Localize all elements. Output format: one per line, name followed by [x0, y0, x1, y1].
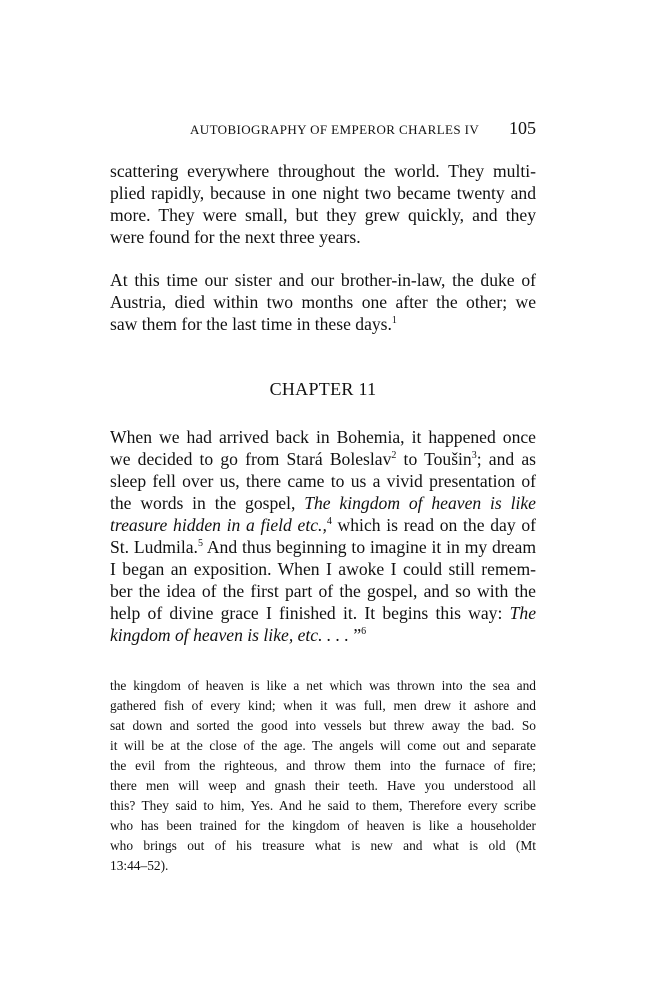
footnote-line: who brings out of his treasure what is new and what is old (Mt — [110, 838, 536, 853]
footnote-line: 13:44–52). — [110, 858, 169, 873]
body-line: Austria, died within two months one after the other; we — [110, 292, 536, 312]
chapter-heading: CHAPTER 11 — [269, 379, 377, 399]
body-line: the words in the gospel, The kingdom of heaven is like — [110, 493, 536, 513]
footnote-marker: 5 — [197, 538, 203, 549]
gospel-quote: The — [509, 603, 536, 623]
footnote-marker: 1 — [391, 315, 397, 326]
footnote-marker: 4 — [326, 516, 332, 527]
body-line: St. Ludmila.$^5$ And thus beginning to imagine it in my dream — [110, 537, 536, 557]
gospel-quote: The kingdom of heaven is like — [304, 493, 536, 513]
body-line: were found for the next three years. — [110, 227, 361, 247]
footnote-line: who has been trained for the kingdom of heaven is like a householder — [110, 818, 536, 833]
body-line: I began an exposition. When I awoke I could still remem- — [110, 559, 536, 579]
footnote-line: sat down and sorted the good into vessels but threw away the bad. So — [110, 718, 536, 733]
footnote-line: gathered fish of every kind; when it was full, men drew it ashore and — [110, 698, 536, 713]
body-line: saw them for the last time in these days.$^1$ — [110, 314, 397, 334]
footnote-marker: 3 — [471, 450, 477, 461]
body-line: kingdom of heaven is like, etc. . . . ”$^6$ — [110, 625, 367, 645]
footnote-marker: 2 — [391, 450, 397, 461]
running-title: AUTOBIOGRAPHY OF EMPEROR CHARLES IV — [190, 122, 480, 137]
footnote-line: this? They said to him, Yes. And he said to them, Therefore every scribe — [110, 798, 536, 813]
footnote-line: there men will weep and gnash their teeth. Have you understood all — [110, 778, 536, 793]
body-line: help of divine grace I finished it. It begins this way: The — [110, 603, 536, 623]
gospel-quote: kingdom of heaven is like, etc. . . . — [110, 625, 349, 645]
footnote-marker: 6 — [361, 626, 367, 637]
body-line: treasure hidden in a field etc.,$^4$ which is read on the day of — [110, 515, 536, 535]
footnote-line: the kingdom of heaven is like a net which was thrown into the sea and — [110, 678, 536, 693]
body-line: we decided to go from Stará Boleslav$^2$ to Toušin$^3$; and as — [110, 449, 537, 469]
body-line: When we had arrived back in Bohemia, it happened once — [110, 427, 536, 447]
body-line: more. They were small, but they grew quickly, and they — [110, 205, 536, 225]
body-line: scattering everywhere throughout the world. They multi- — [110, 161, 536, 181]
body-line: At this time our sister and our brother-in-law, the duke of — [110, 270, 536, 290]
footnote-line: the evil from the righteous, and throw them into the furnace of fire; — [110, 758, 536, 773]
page-number: 105 — [509, 118, 536, 138]
gospel-quote: treasure hidden in a field etc., — [110, 515, 327, 535]
body-line: sleep fell over us, there came to us a vivid presentation of — [110, 471, 536, 491]
body-line: plied rapidly, because in one night two became twenty and — [110, 183, 536, 203]
running-header — [110, 118, 536, 140]
footnote-line: it will be at the close of the age. The angels will come out and separate — [110, 738, 536, 753]
body-line: ber the idea of the first part of the gospel, and so with the — [110, 581, 536, 601]
